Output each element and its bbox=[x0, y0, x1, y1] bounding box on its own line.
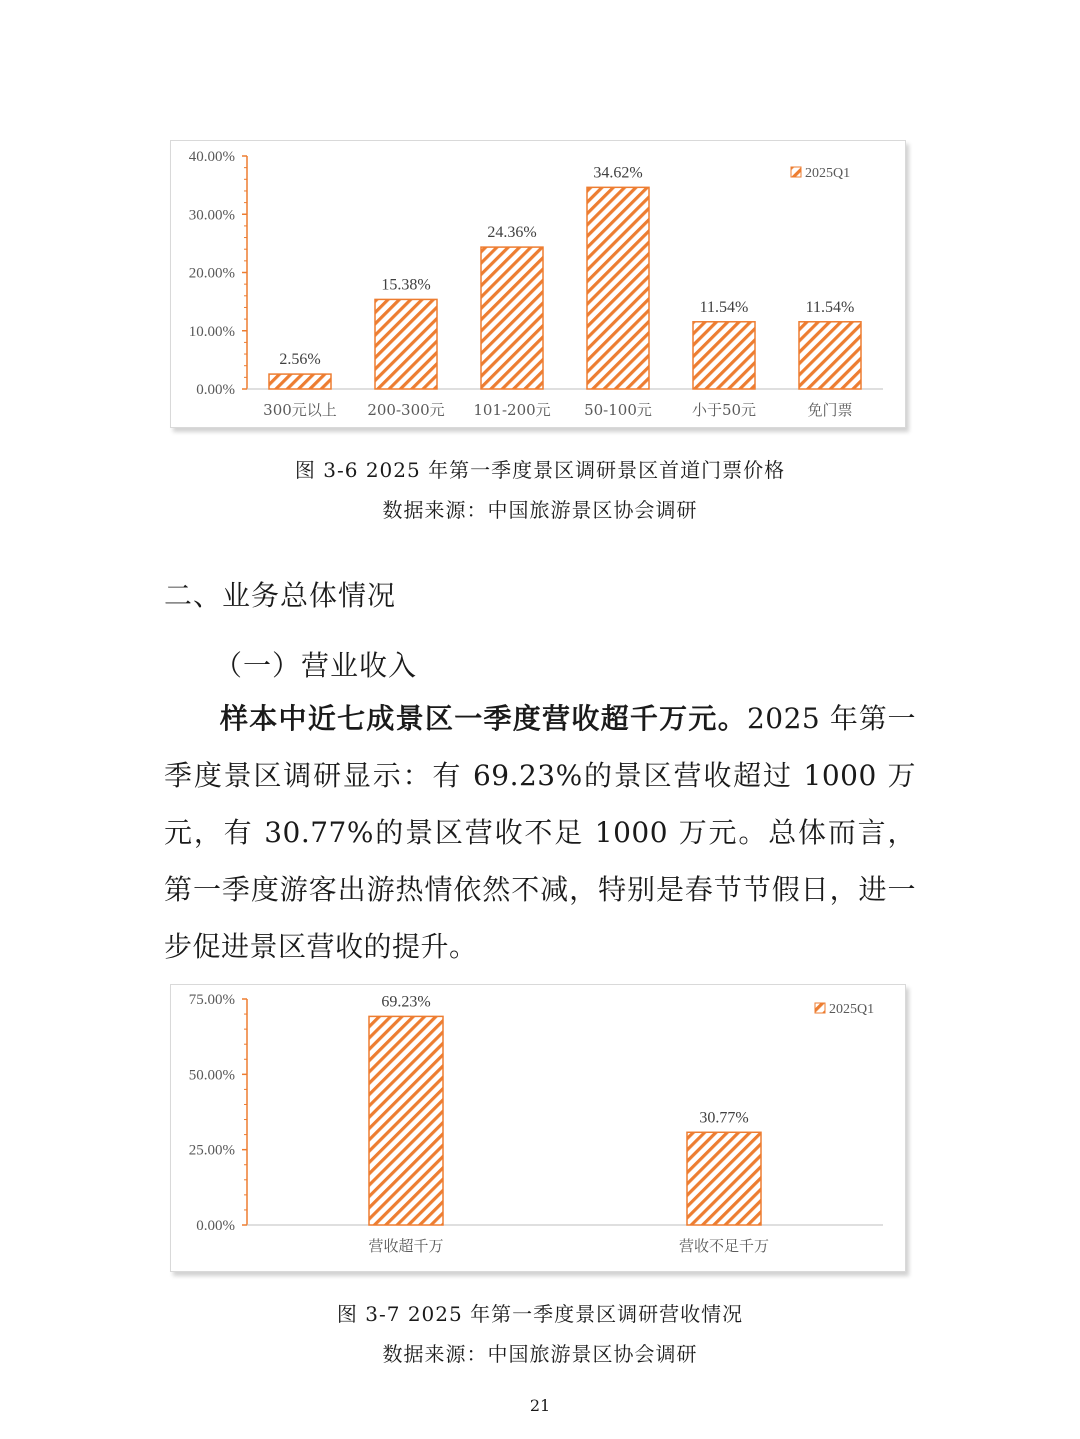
figure1-source: 数据来源：中国旅游景区协会调研 bbox=[382, 498, 698, 522]
figure2-caption: 图 3-7 2025 年第一季度景区调研营收情况 bbox=[336, 1302, 744, 1326]
bar bbox=[481, 247, 543, 389]
x-category-label: 营收不足千万 bbox=[678, 1237, 770, 1255]
legend-swatch bbox=[791, 167, 801, 177]
x-category-label: 200-300元 bbox=[367, 401, 445, 419]
paragraph-bold-lead: 样本中近七成景区一季度营收超千万元。 bbox=[220, 702, 747, 735]
ticket-price-chart bbox=[170, 140, 906, 428]
revenue-chart bbox=[170, 984, 906, 1272]
bar-value-label: 11.54% bbox=[805, 298, 855, 316]
y-tick-label: 20.00% bbox=[188, 265, 235, 282]
bar-value-label: 11.54% bbox=[699, 298, 749, 316]
bar-value-label: 34.62% bbox=[593, 164, 643, 182]
figure1-caption: 图 3-6 2025 年第一季度景区调研景区首道门票价格 bbox=[294, 458, 786, 482]
page-number: 21 bbox=[529, 1396, 551, 1415]
section-heading: 二、业务总体情况 bbox=[164, 579, 397, 612]
y-tick-label: 75.00% bbox=[188, 992, 235, 1008]
y-tick-label: 40.00% bbox=[188, 149, 235, 165]
bar bbox=[269, 374, 331, 389]
y-tick-label: 30.00% bbox=[188, 207, 235, 224]
bar bbox=[587, 187, 649, 389]
x-category-label: 300元以上 bbox=[263, 401, 337, 419]
legend-label: 2025Q1 bbox=[805, 166, 851, 181]
x-category-label: 小于50元 bbox=[691, 401, 757, 419]
y-tick-label: 25.00% bbox=[188, 1142, 235, 1159]
bar-value-label: 69.23% bbox=[381, 993, 431, 1011]
bar bbox=[799, 322, 861, 389]
legend-swatch bbox=[815, 1003, 825, 1013]
figure2-source: 数据来源：中国旅游景区协会调研 bbox=[382, 1342, 698, 1366]
legend-label: 2025Q1 bbox=[829, 1002, 875, 1017]
bar-value-label: 30.77% bbox=[699, 1109, 749, 1127]
revenue-paragraph bbox=[164, 690, 916, 975]
bar bbox=[375, 299, 437, 389]
bar-value-label: 15.38% bbox=[381, 276, 431, 294]
paragraph-body: 2025 年第一季度景区调研显示：有 69.23%的景区营收超过 1000 万元，有 30.77%的景区营收不足 1000 万元。总体而言，第一季度游客出游热情依然不减，特别是春节节假日，进一步促进景区营收的提升。 bbox=[164, 702, 916, 963]
bar bbox=[687, 1132, 761, 1225]
ticket-price-chart-svg bbox=[171, 141, 905, 427]
bar bbox=[369, 1016, 443, 1225]
y-tick-label: 10.00% bbox=[188, 323, 235, 340]
y-tick-label: 50.00% bbox=[188, 1067, 235, 1084]
x-category-label: 101-200元 bbox=[473, 401, 551, 419]
x-category-label: 营收超千万 bbox=[368, 1237, 444, 1255]
revenue-chart-svg bbox=[171, 985, 905, 1271]
bar-value-label: 2.56% bbox=[279, 351, 321, 369]
bar-value-label: 24.36% bbox=[487, 224, 537, 242]
y-tick-label: 0.00% bbox=[196, 382, 235, 398]
x-category-label: 免门票 bbox=[807, 401, 853, 419]
x-category-label: 50-100元 bbox=[584, 401, 652, 419]
y-tick-label: 0.00% bbox=[196, 1218, 235, 1234]
bar bbox=[693, 322, 755, 389]
subsection-heading: （一）营业收入 bbox=[214, 649, 418, 682]
